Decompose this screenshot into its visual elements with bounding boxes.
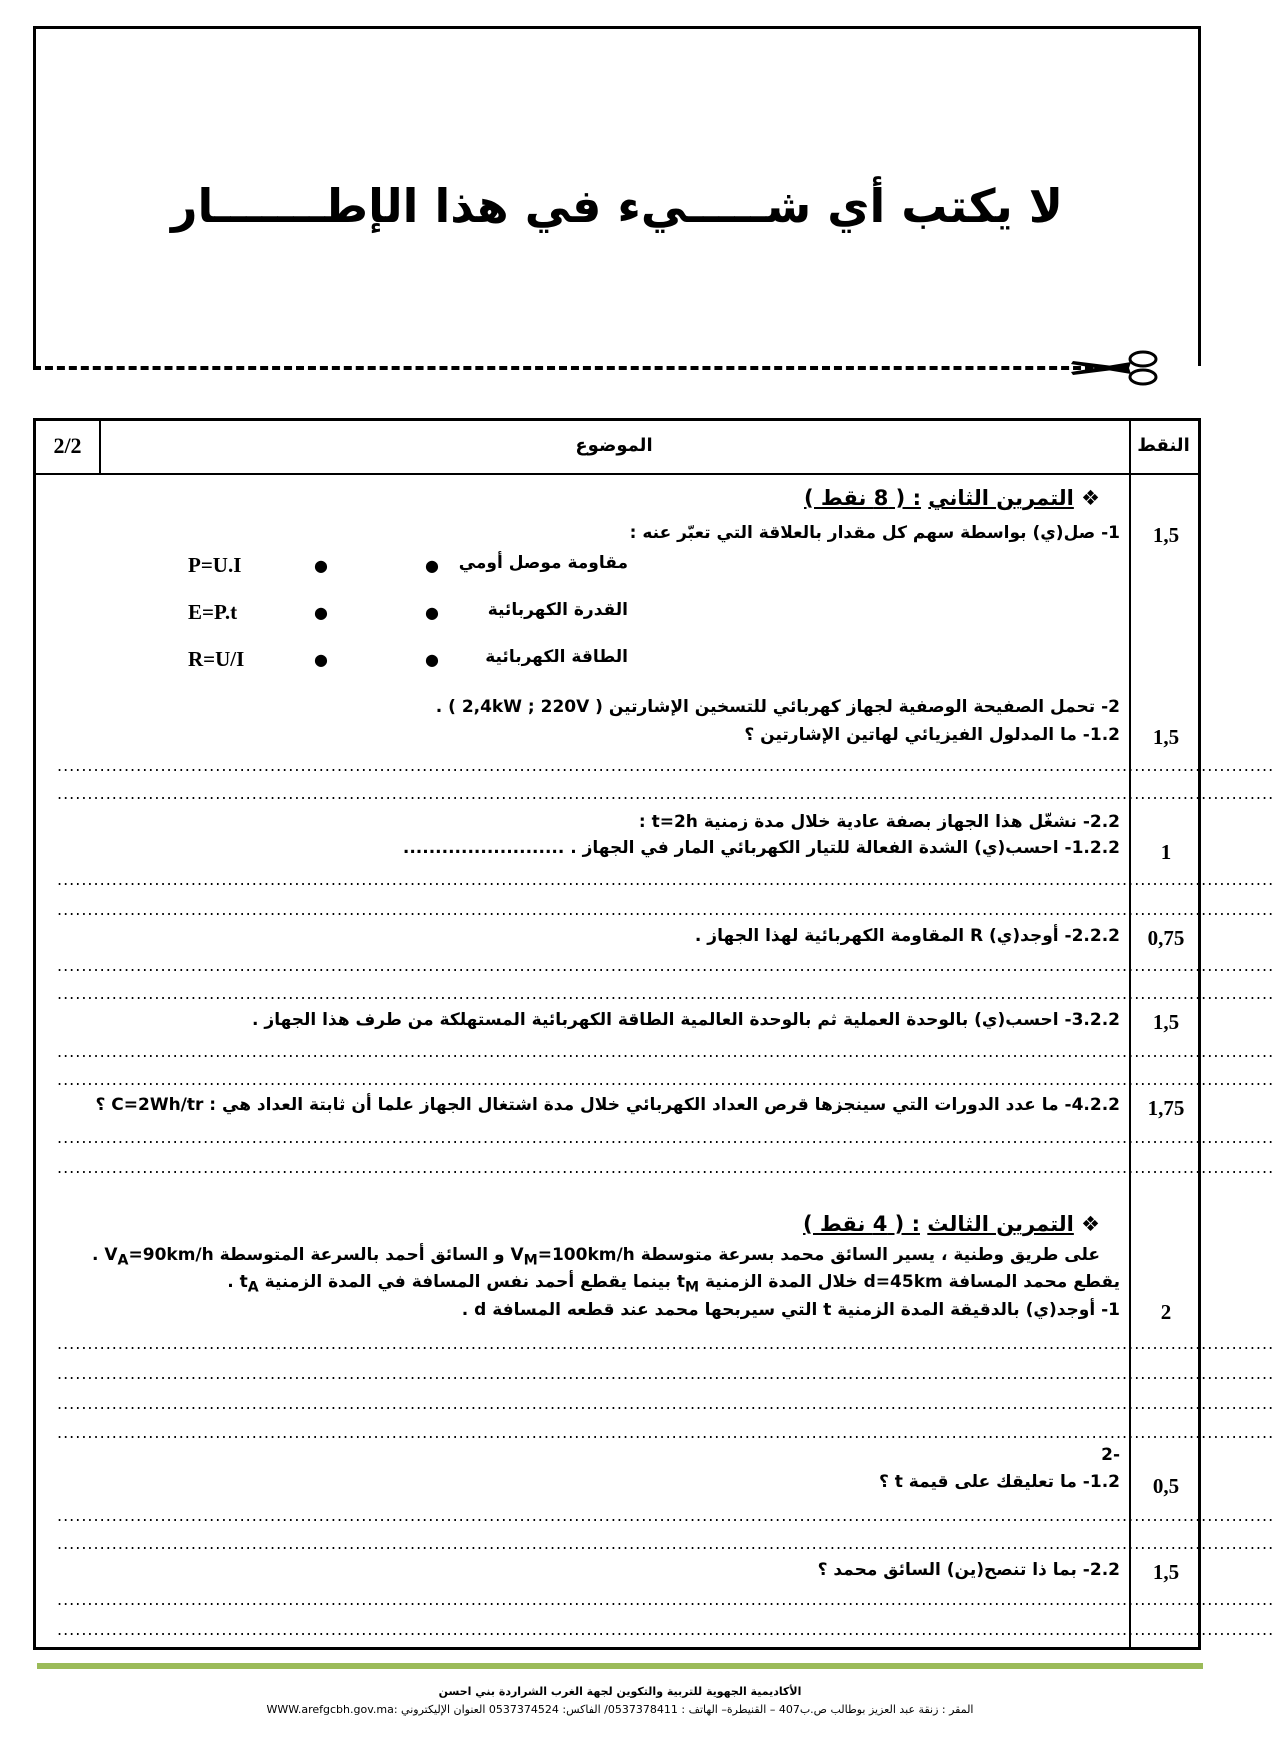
do-not-write-notice: لا يكتب أي شـــــيء في هذا الإطـــــــار bbox=[170, 179, 1063, 233]
answer-line: ........................................................................................................................................................................................................ bbox=[57, 900, 1274, 919]
answer-line: ........................................................................................................................................................................................................ bbox=[57, 784, 1274, 803]
points-header: النقط bbox=[1137, 435, 1190, 456]
points-value: 1,5 bbox=[1152, 1560, 1180, 1584]
question-3-2-2: 3.2.2- احسب(ي) بالوحدة العملية ثم بالوحدة العالمية الطاقة الكهربائية المستهلكة من طرف هذا الجهاز . bbox=[252, 1010, 1120, 1030]
points-value: 1 bbox=[1160, 840, 1172, 864]
answer-line: ........................................................................................................................................................................................................ bbox=[57, 1128, 1274, 1147]
answer-line: ........................................................................................................................................................................................................ bbox=[57, 1334, 1274, 1353]
answer-line: ........................................................................................................................................................................................................ bbox=[57, 1534, 1274, 1553]
answer-line: ........................................................................................................................................................................................................ bbox=[57, 1506, 1274, 1525]
page-number: 2/2 bbox=[53, 433, 82, 458]
exercise-3-question-2-1: 1.2- ما تعليقك على قيمة t ؟ bbox=[878, 1472, 1120, 1492]
scissors-icon bbox=[1065, 350, 1163, 386]
header-row bbox=[36, 421, 1198, 475]
exercise-3-question-2-2: 2.2- بما ذا تنصح(ين) السائق محمد ؟ bbox=[817, 1560, 1120, 1580]
exercise-2-title: ❖ التمرين الثاني : ( 8 نقط ) bbox=[804, 486, 1100, 510]
dot-icon: ● bbox=[425, 556, 439, 575]
dot-icon: ● bbox=[314, 556, 328, 575]
bullet-icon: ❖ bbox=[1073, 1212, 1100, 1236]
answer-line: ........................................................................................................................................................................................................ bbox=[57, 1364, 1274, 1383]
question-2-2-2: 2.2.2- أوجد(ي) R المقاومة الكهربائية لهذا الجهاز . bbox=[694, 926, 1120, 946]
relation-item: E=P.t bbox=[188, 600, 238, 624]
question-2-2: 2.2- نشغّل هذا الجهاز بصفة عادية خلال مدة زمنية t=2h : bbox=[638, 812, 1120, 832]
points-value: 2 bbox=[1160, 1300, 1172, 1324]
answer-line: ........................................................................................................................................................................................................ bbox=[57, 1394, 1274, 1413]
answer-line: ........................................................................................................................................................................................................ bbox=[57, 756, 1274, 775]
dot-icon: ● bbox=[425, 650, 439, 669]
quantity-item: مقاومة موصل أومي bbox=[458, 553, 628, 573]
bullet-icon: ❖ bbox=[1073, 486, 1100, 510]
relation-item: P=U.I bbox=[188, 553, 242, 577]
points-value: 0,5 bbox=[1152, 1474, 1180, 1498]
footer-rule bbox=[37, 1663, 1203, 1669]
points-column-divider bbox=[1129, 475, 1131, 1647]
exercise-3-question-1: 1- أوجد(ي) بالدقيقة المدة الزمنية t التي سيربحها محمد عند قطعه المسافة d . bbox=[461, 1300, 1120, 1320]
question-2: 2- تحمل الصفيحة الوصفية لجهاز كهربائي للتسخين الإشارتين ( 2,4kW ; 220V ) . bbox=[435, 697, 1120, 717]
answer-line: ........................................................................................................................................................................................................ bbox=[57, 984, 1274, 1003]
question-2-1: 1.2- ما المدلول الفيزيائي لهاتين الإشارتين ؟ bbox=[744, 725, 1120, 745]
points-value: 1,5 bbox=[1152, 523, 1180, 547]
quantity-item: القدرة الكهربائية bbox=[487, 600, 628, 620]
question-2-2-1: 1.2.2- احسب(ي) الشدة الفعالة للتيار الكهربائي المار في الجهاز . ......................... bbox=[402, 838, 1120, 858]
dot-icon: ● bbox=[314, 603, 328, 622]
footer-address: المقر : زنقة عبد العزيز بوطالب ص.ب407 – القنيطرة– الهاتف : 0537378411/ الفاكس: 0537374524 العنوان الإليكتروني :WWW.arefgcbh.gov.ma bbox=[266, 1703, 974, 1716]
answer-line: ........................................................................................................................................................................................................ bbox=[57, 1620, 1274, 1639]
dot-icon: ● bbox=[425, 603, 439, 622]
points-value: 0,75 bbox=[1147, 926, 1185, 950]
answer-line: ........................................................................................................................................................................................................ bbox=[57, 956, 1274, 975]
points-value: 1,5 bbox=[1152, 725, 1180, 749]
quantity-item: الطاقة الكهربائية bbox=[485, 647, 628, 667]
answer-line: ........................................................................................................................................................................................................ bbox=[57, 870, 1274, 889]
answer-line: ........................................................................................................................................................................................................ bbox=[57, 1590, 1274, 1609]
footer-academy: الأكاديمية الجهوية للتربية والتكوين لجهة الغرب الشراردة بني احسن bbox=[438, 1685, 802, 1698]
answer-line: ........................................................................................................................................................................................................ bbox=[57, 1070, 1274, 1089]
question-1: 1- صل(ي) بواسطة سهم كل مقدار بالعلاقة التي تعبّر عنه : bbox=[629, 523, 1120, 543]
subject-header: الموضوع bbox=[575, 435, 653, 456]
answer-line: ........................................................................................................................................................................................................ bbox=[57, 1042, 1274, 1061]
exercise-3-intro: على طريق وطنية ، يسير السائق محمد بسرعة متوسطة $V_M=100km/h$ و السائق أحمد بالسرعة المتوسطة $V_A=90km/h$ . bbox=[91, 1245, 1100, 1269]
reserved-frame bbox=[33, 26, 1201, 366]
dot-icon: ● bbox=[314, 650, 328, 669]
exercise-3-intro: يقطع محمد المسافة d=45km خلال المدة الزمنية $t_M$ بينما يقطع أحمد نفس المسافة في المدة الزمنية $t_A$ . bbox=[227, 1272, 1120, 1296]
points-value: 1,5 bbox=[1152, 1010, 1180, 1034]
exercise-3-title: ❖ التمرين الثالث : ( 4 نقط ) bbox=[803, 1212, 1100, 1236]
answer-line: ........................................................................................................................................................................................................ bbox=[57, 1158, 1274, 1177]
cut-line bbox=[33, 366, 1093, 370]
answer-line: ........................................................................................................................................................................................................ bbox=[57, 1423, 1274, 1442]
relation-item: R=U/I bbox=[188, 647, 245, 671]
question-4-2-2: 4.2.2- ما عدد الدورات التي سينجزها قرص العداد الكهربائي خلال مدة اشتغال الجهاز علما أن ثابتة العداد هي : C=2Wh/tr ؟ bbox=[95, 1095, 1120, 1115]
exercise-3-question-2: -2 bbox=[1101, 1445, 1120, 1465]
points-value: 1,75 bbox=[1147, 1096, 1185, 1120]
